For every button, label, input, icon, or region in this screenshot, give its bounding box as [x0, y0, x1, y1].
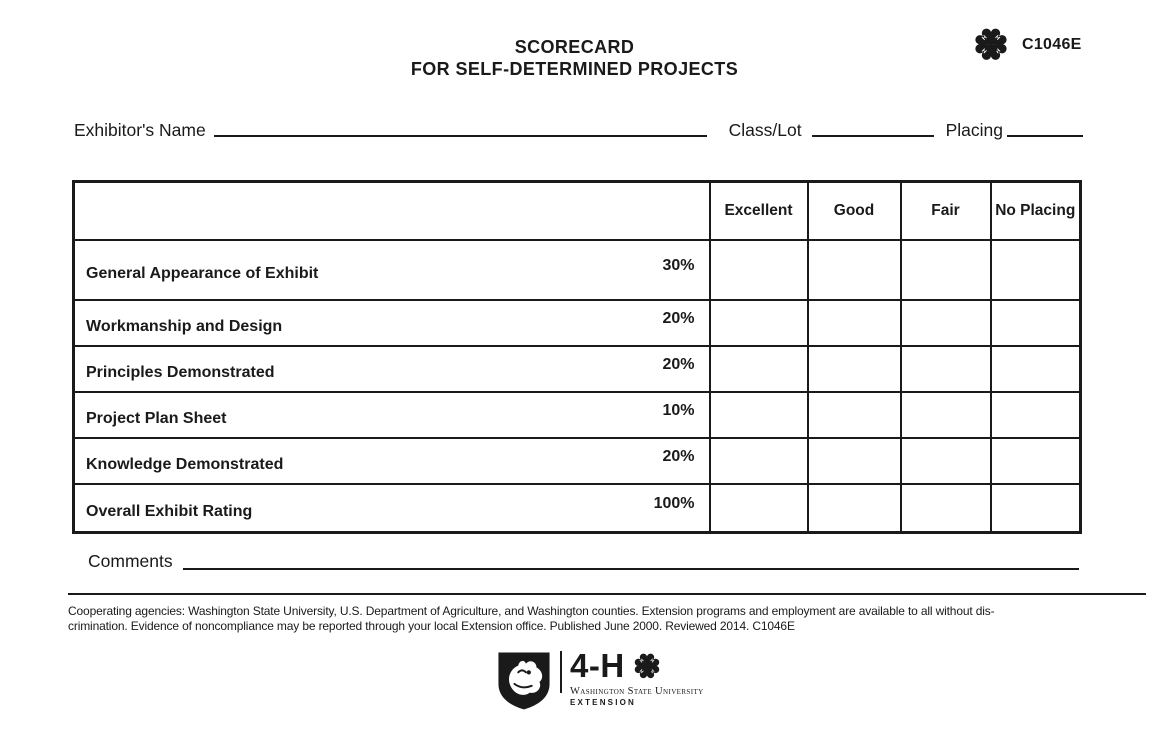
criterion-weight: 10%	[662, 401, 695, 419]
extension-label: EXTENSION	[570, 698, 637, 707]
rating-cell[interactable]	[710, 300, 808, 346]
column-header-good: Good	[808, 182, 901, 240]
rating-cell[interactable]	[710, 240, 808, 300]
disclaimer-line-2: crimination. Evidence of noncompliance may be reported through your local Extension office. Published June 2000. Reviewed 2014. C1046E	[68, 618, 795, 633]
rating-cell[interactable]	[901, 240, 991, 300]
rating-cell[interactable]	[991, 438, 1081, 484]
exhibitor-name-blank[interactable]	[214, 135, 707, 137]
rating-cell[interactable]	[991, 300, 1081, 346]
criterion-label: Knowledge Demonstrated	[86, 455, 284, 473]
table-row	[74, 438, 1081, 484]
class-lot-blank[interactable]	[812, 135, 934, 137]
four-h-wordmark: 4-H	[570, 647, 625, 684]
rating-cell[interactable]	[710, 392, 808, 438]
rating-cell[interactable]	[991, 240, 1081, 300]
table-header-row	[74, 182, 1081, 240]
publication-code: C1046E	[1022, 36, 1082, 53]
rating-cell[interactable]	[901, 300, 991, 346]
title-line-2: FOR SELF-DETERMINED PROJECTS	[410, 59, 739, 79]
criterion-label: Project Plan Sheet	[86, 409, 227, 427]
criterion-label: Workmanship and Design	[86, 317, 283, 335]
criterion-weight: 20%	[662, 309, 695, 327]
rating-cell[interactable]	[808, 300, 901, 346]
placing-blank[interactable]	[1007, 135, 1083, 137]
column-header-excellent: Excellent	[710, 182, 808, 240]
score-table	[72, 180, 1082, 534]
rating-cell[interactable]	[901, 484, 991, 533]
rating-cell[interactable]	[901, 392, 991, 438]
criteria-header-blank	[74, 182, 710, 240]
rating-cell[interactable]	[808, 484, 901, 533]
4h-clover-icon	[972, 25, 1010, 65]
disclaimer-line-1: Cooperating agencies: Washington State University, U.S. Department of Agriculture, and Washington counties. Extension programs and employment are available to all without dis-	[68, 604, 995, 618]
table-row	[74, 346, 1081, 392]
university-wordmark: Washington State University	[570, 686, 704, 697]
criterion-weight: 20%	[662, 355, 695, 373]
rating-cell[interactable]	[808, 392, 901, 438]
column-header-no-placing: No Placing	[991, 182, 1081, 240]
placing-label: Placing	[945, 119, 1003, 140]
criterion-label: Principles Demonstrated	[86, 363, 275, 381]
class-lot-label: Class/Lot	[728, 119, 802, 140]
exhibitor-name-label: Exhibitor's Name	[74, 119, 206, 140]
criterion-weight: 30%	[662, 256, 695, 274]
criterion-weight: 100%	[653, 494, 695, 512]
column-header-fair: Fair	[901, 182, 991, 240]
table-row	[74, 484, 1081, 533]
rating-cell[interactable]	[808, 346, 901, 392]
publication-block	[972, 25, 1082, 65]
table-row	[74, 392, 1081, 438]
comments-label: Comments	[88, 551, 173, 571]
criterion-weight: 20%	[662, 447, 695, 465]
brand-divider-line	[560, 651, 562, 693]
title-line-1: SCORECARD	[514, 37, 635, 57]
table-row	[74, 240, 1081, 300]
brand-block	[497, 647, 704, 712]
rating-cell[interactable]	[710, 438, 808, 484]
brand-text-column	[570, 647, 704, 707]
rating-cell[interactable]	[710, 346, 808, 392]
rating-cell[interactable]	[808, 240, 901, 300]
rating-cell[interactable]	[710, 484, 808, 533]
rating-cell[interactable]	[991, 346, 1081, 392]
rating-cell[interactable]	[991, 392, 1081, 438]
wsu-cougar-shield-icon	[497, 650, 551, 712]
comments-blank[interactable]	[183, 568, 1079, 570]
4h-clover-icon	[632, 651, 662, 682]
footer-disclaimer	[68, 604, 1148, 633]
comments-section	[88, 548, 1079, 572]
criterion-label: General Appearance of Exhibit	[86, 264, 319, 282]
rating-cell[interactable]	[901, 346, 991, 392]
rating-cell[interactable]	[901, 438, 991, 484]
footer-divider	[68, 593, 1146, 595]
rating-cell[interactable]	[991, 484, 1081, 533]
table-row	[74, 300, 1081, 346]
criterion-label: Overall Exhibit Rating	[86, 502, 253, 520]
rating-cell[interactable]	[808, 438, 901, 484]
header-fields	[74, 114, 1083, 140]
